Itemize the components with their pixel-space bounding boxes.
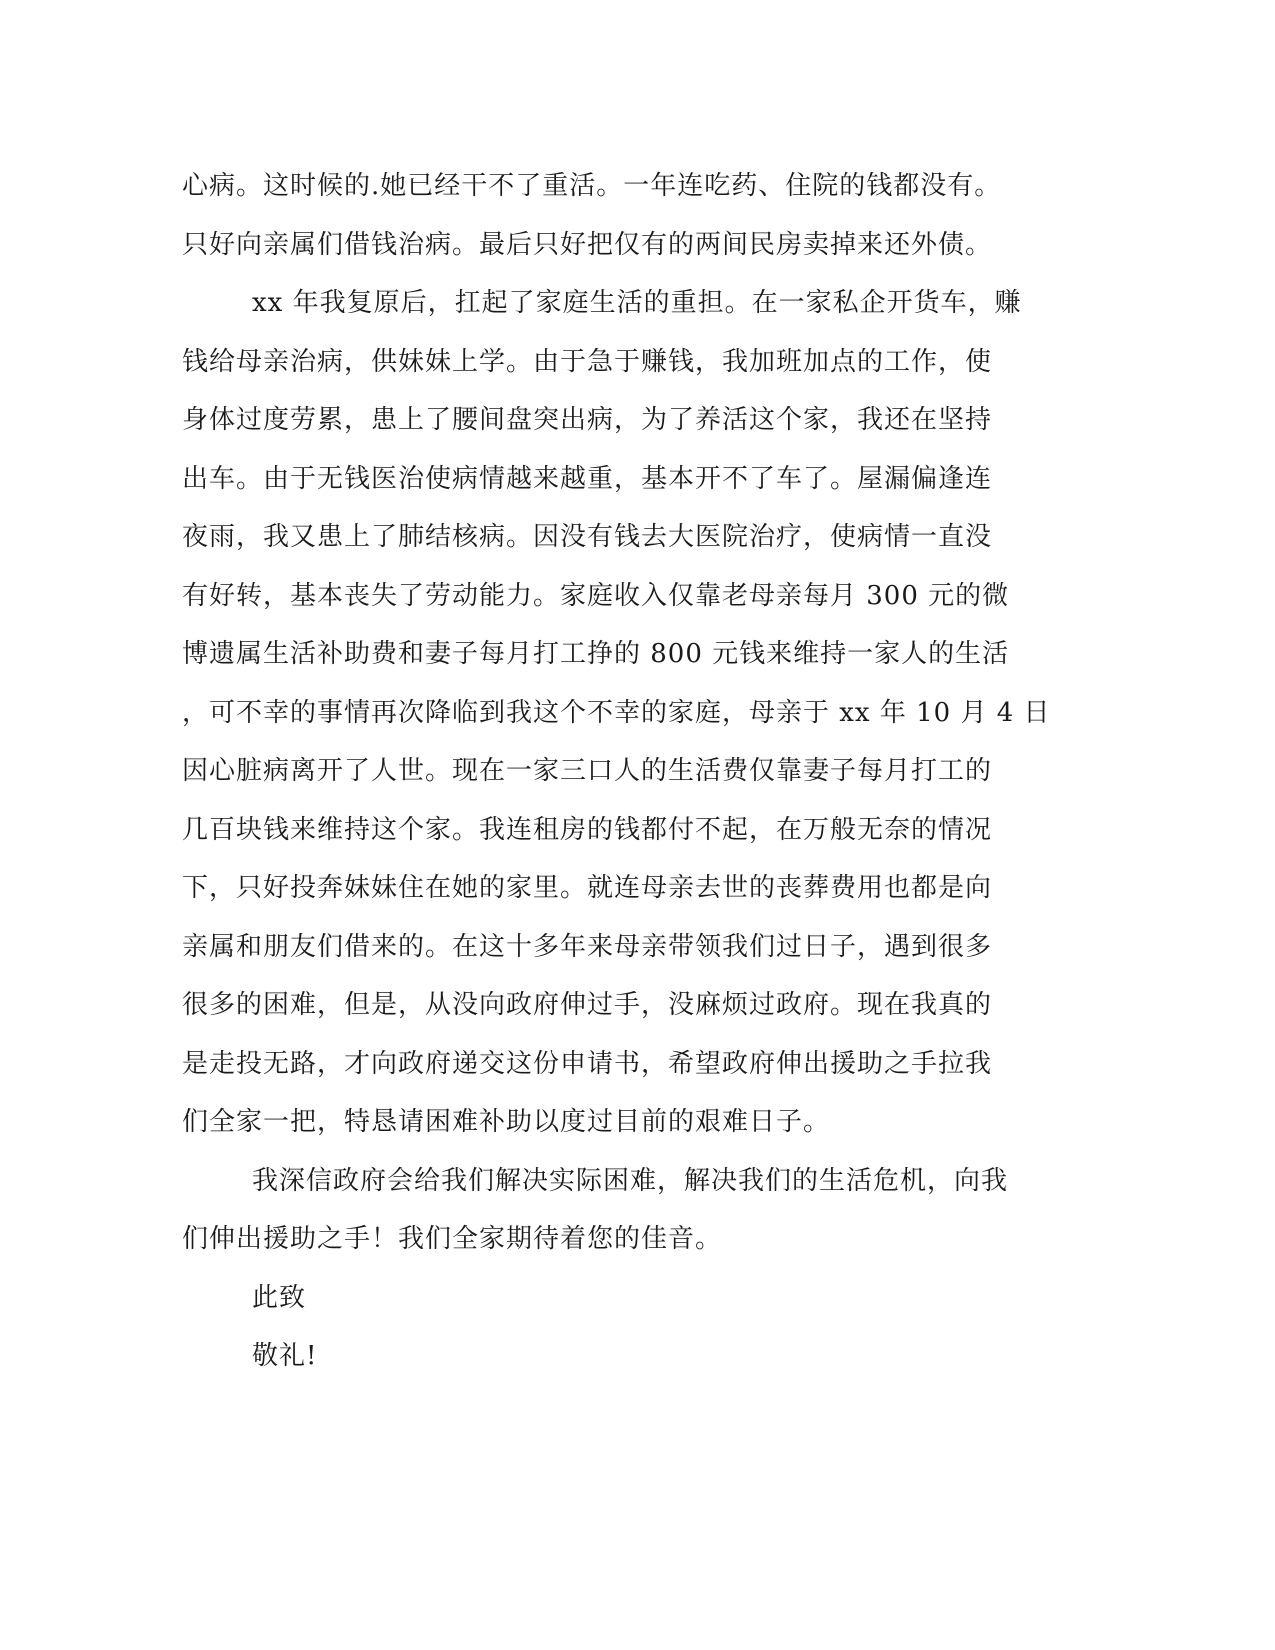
text-line: 只好向亲属们借钱治病。最后只好把仅有的两间民房卖掉来还外债。 — [182, 229, 993, 260]
text-line: xx 年我复原后，扛起了家庭生活的重担。在一家私企开货车，赚 — [252, 288, 1022, 318]
closing-salutation: 此致 — [252, 1282, 307, 1313]
text-line: 有好转，基本丧失了劳动能力。家庭收入仅靠老母亲每月 300 元的微 — [182, 580, 1010, 611]
text-line: 夜雨，我又患上了肺结核病。因没有钱去大医院治疗，使病情一直没 — [182, 522, 993, 552]
text-line: 是走投无路，才向政府递交这份申请书，希望政府伸出援助之手拉我 — [182, 1048, 993, 1079]
text-line: 身体过度劳累，患上了腰间盘突出病，为了养活这个家，我还在坚持 — [182, 405, 993, 435]
closing-regards: 敬礼! — [252, 1341, 318, 1371]
text-line: 出车。由于无钱医治使病情越来越重，基本开不了车了。屋漏偏逢连 — [182, 463, 993, 494]
text-line: 博遗属生活补助费和妻子每月打工挣的 800 元钱来维持一家人的生活 — [182, 639, 1010, 669]
text-line: 几百块钱来维持这个家。我连租房的钱都付不起，在万般无奈的情况 — [182, 814, 993, 845]
text-line: 钱给母亲治病，供妹妹上学。由于急于赚钱，我加班加点的工作，使 — [182, 346, 993, 377]
text-line: 们全家一把，特恳请困难补助以度过目前的艰难日子。 — [182, 1107, 831, 1137]
text-line: 因心脏病离开了人世。现在一家三口人的生活费仅靠妻子每月打工的 — [182, 756, 993, 786]
text-line: 亲属和朋友们借来的。在这十多年来母亲带领我们过日子，遇到很多 — [182, 931, 993, 962]
text-line: 下，只好投奔妹妹住在她的家里。就连母亲去世的丧葬费用也都是向 — [182, 873, 993, 903]
text-line: 们伸出援助之手！我们全家期待着您的佳音。 — [182, 1224, 723, 1254]
letter-body — [182, 157, 1051, 1386]
text-line: 心病。这时候的.她已经干不了重活。一年连吃药、住院的钱都没有。 — [182, 171, 1002, 201]
text-line: 我深信政府会给我们解决实际困难，解决我们的生活危机，向我 — [252, 1165, 1009, 1196]
text-line: 很多的困难，但是，从没向政府伸过手，没麻烦过政府。现在我真的 — [182, 990, 993, 1020]
text-line: ，可不幸的事情再次降临到我这个不幸的家庭，母亲于 xx 年 10 月 4 日 — [182, 697, 1051, 728]
